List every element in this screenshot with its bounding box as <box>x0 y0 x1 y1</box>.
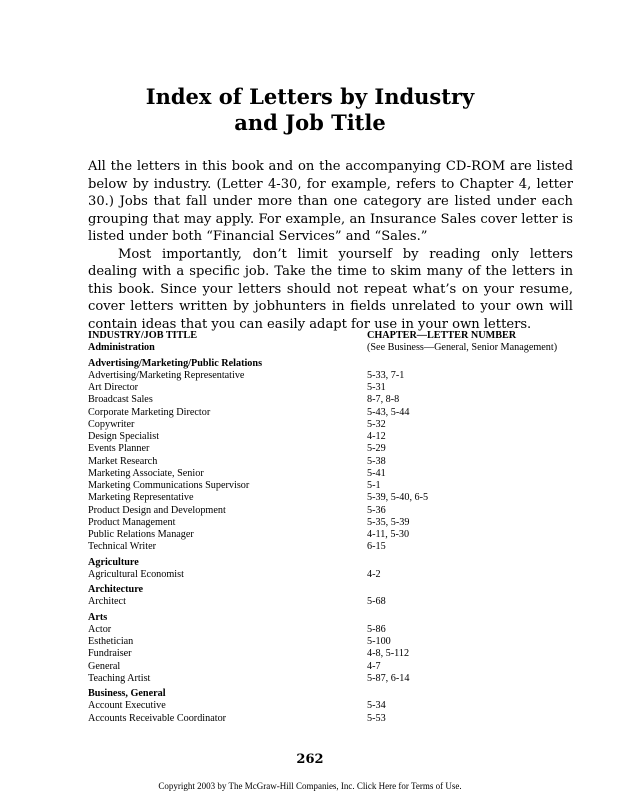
entry-job-title: Teaching Artist <box>88 672 151 684</box>
entry-job-title: Marketing Representative <box>88 492 194 504</box>
entry-job-title: General <box>88 660 121 672</box>
header-industry-job-title: INDUSTRY/JOB TITLE <box>88 330 198 341</box>
entry-job-title: Marketing Associate, Senior <box>88 467 204 479</box>
entry-job-title: Technical Writer <box>88 541 156 553</box>
index-entry <box>88 517 578 529</box>
index-entry <box>88 407 578 419</box>
category-label: Advertising/Marketing/Public Relations <box>88 357 263 369</box>
entry-letter-reference: 4-12 <box>367 431 386 442</box>
entry-letter-reference: 5-53 <box>367 712 386 724</box>
entry-letter-reference: 5-32 <box>367 418 386 430</box>
entry-letter-reference: 8-7, 8-8 <box>367 394 400 406</box>
index-entry <box>88 661 578 673</box>
entry-letter-reference: 4-7 <box>367 660 381 672</box>
index-entry <box>88 456 578 468</box>
entry-job-title: Account Executive <box>88 700 166 712</box>
index-entry <box>88 624 578 636</box>
entry-letter-reference: 5-86 <box>367 623 386 635</box>
entry-job-title: Market Research <box>88 455 158 467</box>
category-label: Business, General <box>88 688 166 699</box>
intro-paragraph-2: Most importantly, don’t limit yourself by reading only letters dealing with a specific job. Take the time to skim many of the letters in this book. Since your letters should not repeat what’s on your resume, cover letters written by jobhunters in fields unrelated to your own will contain ideas that you can easily adapt for use in your own letters. <box>88 246 573 332</box>
intro-paragraph-1: All the letters in this book and on the accompanying CD-ROM are listed below by industry. (Letter 4-30, for example, refers to Chapter 4, letter 30.) Jobs that fall under more than one category are listed under each grouping that may apply. For example, an Insurance Sales cover letter is listed under both “Financial Services” and “Sales.” <box>88 159 573 244</box>
index-entry <box>88 394 578 406</box>
index-entry <box>88 569 578 581</box>
copyright-notice[interactable]: Copyright 2003 by The McGraw-Hill Companies, Inc. Click Here for Terms of Use. <box>158 781 462 791</box>
index-entry <box>88 596 578 608</box>
entry-letter-reference: 5-29 <box>367 443 386 455</box>
category-label: Architecture <box>88 584 144 595</box>
index-entry <box>88 419 578 431</box>
index-table <box>88 330 578 725</box>
administration-row <box>88 342 578 354</box>
entry-letter-reference: 6-15 <box>367 541 386 553</box>
entry-job-title: Product Management <box>88 516 176 528</box>
index-entry <box>88 505 578 517</box>
entry-letter-reference: 4-2 <box>367 568 381 580</box>
index-header-row <box>88 330 578 342</box>
index-entry <box>88 443 578 455</box>
index-entry <box>88 370 578 382</box>
index-entry <box>88 431 578 443</box>
category-administration: Administration <box>88 342 155 354</box>
entry-job-title: Copywriter <box>88 418 135 430</box>
category-heading <box>88 612 578 624</box>
index-entry <box>88 673 578 685</box>
entry-job-title: Design Specialist <box>88 431 160 442</box>
category-heading <box>88 358 578 370</box>
index-entry <box>88 713 578 725</box>
entry-letter-reference: 4-8, 5-112 <box>367 648 410 660</box>
entry-letter-reference: 5-33, 7-1 <box>367 369 405 381</box>
index-entry <box>88 480 578 492</box>
entry-job-title: Actor <box>88 623 112 635</box>
index-entry <box>88 492 578 504</box>
entry-letter-reference: 5-41 <box>367 467 386 479</box>
entry-job-title: Events Planner <box>88 443 150 455</box>
entry-letter-reference: 5-34 <box>367 700 386 712</box>
entry-letter-reference: 4-11, 5-30 <box>367 529 410 540</box>
page-number: 262 <box>296 752 324 767</box>
entry-letter-reference: 5-39, 5-40, 6-5 <box>367 492 429 504</box>
category-label: Arts <box>88 611 108 623</box>
page-title-line-2: and Job Title <box>234 110 386 135</box>
entry-job-title: Broadcast Sales <box>88 394 153 406</box>
intro-text <box>88 158 573 333</box>
entry-letter-reference: 5-31 <box>367 382 386 393</box>
page-title <box>0 84 620 136</box>
administration-see-reference: (See Business—General, Senior Management) <box>367 342 558 354</box>
index-entry <box>88 700 578 712</box>
entry-job-title: Architect <box>88 596 126 608</box>
entry-job-title: Marketing Communications Supervisor <box>88 480 250 491</box>
entry-job-title: Fundraiser <box>88 648 132 660</box>
entry-letter-reference: 5-87, 6-14 <box>367 672 410 684</box>
index-entry <box>88 529 578 541</box>
entry-letter-reference: 5-35, 5-39 <box>367 516 410 528</box>
entry-letter-reference: 5-38 <box>367 455 386 467</box>
index-entry <box>88 541 578 553</box>
entry-job-title: Art Director <box>88 382 139 393</box>
category-label: Agriculture <box>88 556 139 568</box>
entry-letter-reference: 5-43, 5-44 <box>367 406 410 418</box>
entry-letter-reference: 5-100 <box>367 636 391 647</box>
index-entry <box>88 468 578 480</box>
category-heading <box>88 584 578 596</box>
entry-job-title: Accounts Receivable Coordinator <box>88 712 227 724</box>
entry-job-title: Product Design and Development <box>88 504 226 516</box>
index-entry <box>88 636 578 648</box>
category-heading <box>88 688 578 700</box>
entry-letter-reference: 5-1 <box>367 480 381 491</box>
index-entry <box>88 382 578 394</box>
entry-letter-reference: 5-68 <box>367 596 386 608</box>
entry-job-title: Esthetician <box>88 636 134 647</box>
category-heading <box>88 557 578 569</box>
entry-letter-reference: 5-36 <box>367 504 386 516</box>
index-entry <box>88 648 578 660</box>
header-chapter-letter-number: CHAPTER—LETTER NUMBER <box>367 330 517 341</box>
entry-job-title: Agricultural Economist <box>88 568 184 580</box>
page-title-line-1: Index of Letters by Industry <box>145 84 475 109</box>
entry-job-title: Corporate Marketing Director <box>88 406 211 418</box>
entry-job-title: Public Relations Manager <box>88 529 194 540</box>
entry-job-title: Advertising/Marketing Representative <box>88 369 245 381</box>
